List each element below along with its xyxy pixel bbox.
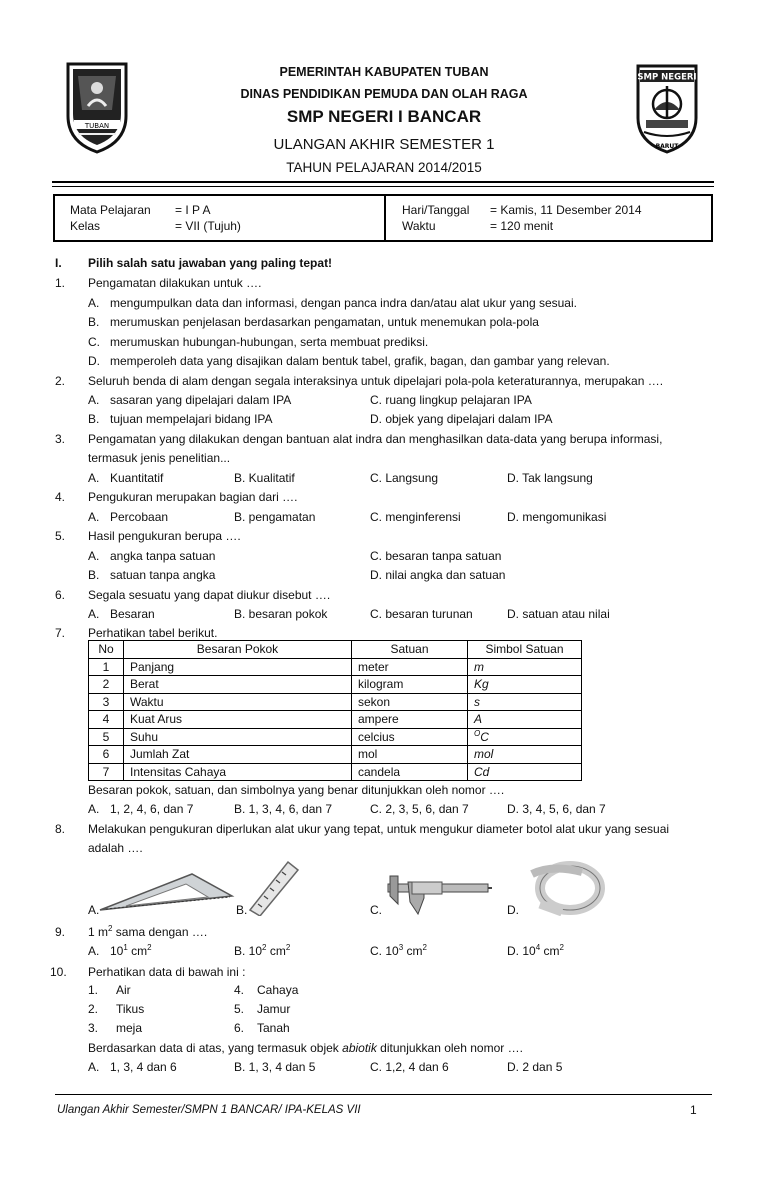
list-item: Air xyxy=(116,983,131,997)
symbol-text: C xyxy=(480,729,489,744)
question-number: 1. xyxy=(55,276,66,290)
question-number: 3. xyxy=(55,432,66,446)
table-cell: mol xyxy=(468,746,582,764)
table-cell: Intensitas Cahaya xyxy=(124,763,352,781)
option-text: angka tanpa satuan xyxy=(110,549,216,563)
option-text: D. nilai angka dan satuan xyxy=(370,568,506,582)
option-text: C. besaran turunan xyxy=(370,607,473,621)
option-letter: B. xyxy=(88,412,100,426)
question-text: adalah …. xyxy=(88,841,143,855)
table-cell: Cd xyxy=(468,763,582,781)
subject-label: Mata Pelajaran xyxy=(70,203,151,217)
option-text: D. satuan atau nilai xyxy=(507,607,610,621)
option-letter: D. xyxy=(88,354,100,368)
option-text: C. 2, 3, 5, 6, dan 7 xyxy=(370,802,469,816)
question-text: Perhatikan data di bawah ini : xyxy=(88,965,246,979)
option-text: tujuan mempelajari bidang IPA xyxy=(110,412,273,426)
table-cell: Jumlah Zat xyxy=(124,746,352,764)
question-number: 10. xyxy=(50,965,67,979)
base-quantities-table xyxy=(88,640,582,781)
table-cell: 1 xyxy=(89,658,124,676)
table-cell: meter xyxy=(352,658,468,676)
option-text: D. Tak langsung xyxy=(507,471,593,485)
table-cell: Waktu xyxy=(124,693,352,711)
option-text: satuan tanpa angka xyxy=(110,568,216,582)
table-cell: kilogram xyxy=(352,676,468,694)
table-cell: Kuat Arus xyxy=(124,711,352,729)
header-divider-thin xyxy=(52,186,714,187)
measuring-tape-icon xyxy=(522,856,614,916)
question-number: 7. xyxy=(55,626,66,640)
question-text: Pengamatan dilakukan untuk …. xyxy=(88,276,262,290)
table-cell: 3 xyxy=(89,693,124,711)
option-text: D. mengomunikasi xyxy=(507,510,607,524)
list-item: Jamur xyxy=(257,1002,291,1016)
date-value: = Kamis, 11 Desember 2014 xyxy=(490,203,642,217)
option-letter: D. xyxy=(507,903,519,917)
table-cell: ampere xyxy=(352,711,468,729)
option-text: Besaran xyxy=(110,607,155,621)
school-name: SMP NEGERI I BANCAR xyxy=(286,107,482,126)
header-department: DINAS PENDIDIKAN PEMUDA DAN OLAH RAGA xyxy=(240,87,528,101)
option-text: C. Langsung xyxy=(370,471,439,485)
question-text: Seluruh benda di alam dengan segala interaksinya untuk dipelajari pola-pola keteraturannya, merupakan …. xyxy=(88,374,664,388)
question-text: Segala sesuatu yang dapat diukur disebut …. xyxy=(88,588,331,602)
set-square-icon xyxy=(96,872,236,916)
table-cell: 5 xyxy=(89,728,124,746)
subject-value: = I P A xyxy=(175,203,211,217)
class-label: Kelas xyxy=(70,219,101,233)
table-row xyxy=(89,728,582,746)
table-header-cell: Simbol Satuan xyxy=(468,641,582,659)
option-letter: A. xyxy=(88,903,100,917)
option-text: 1, 3, 4 dan 6 xyxy=(110,1060,177,1074)
page-number: 1 xyxy=(690,1103,697,1117)
footer-text: Ulangan Akhir Semester/SMPN 1 BANCAR/ IPA-KELAS VII xyxy=(57,1104,361,1116)
question-text: 1 $m^2$ sama dengan …. xyxy=(88,924,208,939)
table-cell: s xyxy=(468,693,582,711)
option-text: B. 1, 3, 4, 6, dan 7 xyxy=(234,802,333,816)
table-header-cell: Besaran Pokok xyxy=(124,641,352,659)
list-number: 2. xyxy=(88,1002,99,1016)
section-number: I. xyxy=(55,256,62,270)
table-cell: Kg xyxy=(468,676,582,694)
option-letter: A. xyxy=(88,607,100,621)
header-divider xyxy=(52,181,714,183)
header-government: PEMERINTAH KABUPATEN TUBAN xyxy=(279,65,489,79)
option-letter: A. xyxy=(88,944,100,958)
option-text: C. menginferensi xyxy=(370,510,461,524)
option-letter: A. xyxy=(88,471,100,485)
option-letter: A. xyxy=(88,1060,100,1074)
table-header-row xyxy=(89,641,582,659)
table-cell: sekon xyxy=(352,693,468,711)
option-letter: B. xyxy=(88,315,100,329)
question-number: 6. xyxy=(55,588,66,602)
option-letter: A. xyxy=(88,802,100,816)
table-cell: mol xyxy=(352,746,468,764)
option-text: C. ruang lingkup pelajaran IPA xyxy=(370,393,532,407)
question-text: termasuk jenis penelitian... xyxy=(88,451,231,465)
question-text: Berdasarkan data di atas, yang termasuk objek abiotik ditunjukkan oleh nomor …. xyxy=(88,1041,523,1055)
list-number: 3. xyxy=(88,1021,99,1035)
list-item: meja xyxy=(116,1021,143,1035)
list-item: Tikus xyxy=(116,1002,145,1016)
table-cell: 7 xyxy=(89,763,124,781)
question-number: 2. xyxy=(55,374,66,388)
option-text: B. pengamatan xyxy=(234,510,316,524)
option-letter: A. xyxy=(88,296,100,310)
option-text: C. $10^3$ $cm^2$ xyxy=(370,943,427,958)
section-title: Pilih salah satu jawaban yang paling tepat! xyxy=(88,256,333,270)
option-letter: B. xyxy=(236,903,248,917)
list-number: 4. xyxy=(234,983,245,997)
date-label: Hari/Tanggal xyxy=(402,203,470,217)
exam-info-box xyxy=(53,194,713,242)
list-number: 6. xyxy=(234,1021,245,1035)
option-letter: C. xyxy=(370,903,382,917)
table-cell: 6 xyxy=(89,746,124,764)
time-label: Waktu xyxy=(402,219,436,233)
option-text: B. $10^2$ $cm^2$ xyxy=(234,943,291,958)
option-text: merumuskan hubungan-hubungan, serta membuat prediksi. xyxy=(110,335,429,349)
vernier-caliper-icon xyxy=(384,874,494,916)
question-text: Pengamatan yang dilakukan dengan bantuan alat indra dan menghasilkan data-data yang berupa informasi, xyxy=(88,432,663,446)
option-letter: C. xyxy=(88,335,100,349)
class-value: = VII (Tujuh) xyxy=(175,219,241,233)
question-number: 8. xyxy=(55,822,66,836)
table-row xyxy=(89,658,582,676)
option-text: D. 2 dan 5 xyxy=(507,1060,563,1074)
option-text: sasaran yang dipelajari dalam IPA xyxy=(110,393,292,407)
option-letter: A. xyxy=(88,510,100,524)
option-text: B. besaran pokok xyxy=(234,607,328,621)
table-cell: Berat xyxy=(124,676,352,694)
academic-year: TAHUN PELAJARAN 2014/2015 xyxy=(286,160,482,175)
option-text: Percobaan xyxy=(110,510,169,524)
table-cell: 4 xyxy=(89,711,124,729)
question-number: 4. xyxy=(55,490,66,504)
list-number: 5. xyxy=(234,1002,245,1016)
option-text: merumuskan penjelasan berdasarkan pengamatan, untuk menemukan pola-pola xyxy=(110,315,539,329)
option-text: C. besaran tanpa satuan xyxy=(370,549,502,563)
list-item: Tanah xyxy=(257,1021,290,1035)
option-text: memperoleh data yang disajikan dalam bentuk tabel, grafik, bagan, dan gambar yang relevan. xyxy=(110,354,610,368)
option-text: D. $10^4$ $cm^2$ xyxy=(507,943,564,958)
degree-superscript: O xyxy=(474,728,481,738)
option-text: $10^1$ $cm^2$ xyxy=(110,943,152,958)
question-text: Perhatikan tabel berikut. xyxy=(88,626,218,640)
question-text: Hasil pengukuran berupa …. xyxy=(88,529,241,543)
option-text: Kuantitatif xyxy=(110,471,164,485)
question-text: Pengukuran merupakan bagian dari …. xyxy=(88,490,298,504)
question-number: 9. xyxy=(55,925,66,939)
table-header-cell: Satuan xyxy=(352,641,468,659)
option-letter: A. xyxy=(88,549,100,563)
option-text: mengumpulkan data dan informasi, dengan panca indra dan/atau alat ukur yang sesuai. xyxy=(110,296,577,310)
table-row xyxy=(89,676,582,694)
exam-title: ULANGAN AKHIR SEMESTER 1 xyxy=(273,136,495,153)
option-text: B. 1, 3, 4 dan 5 xyxy=(234,1060,316,1074)
question-text: Besaran pokok, satuan, dan simbolnya yang benar ditunjukkan oleh nomor …. xyxy=(88,783,505,797)
table-cell: Panjang xyxy=(124,658,352,676)
svg-text:SMP NEGERI: SMP NEGERI xyxy=(637,72,697,83)
table-row xyxy=(89,763,582,781)
question-text: Melakukan pengukuran diperlukan alat ukur yang tepat, untuk mengukur diameter botol alat ukur yang sesuai xyxy=(88,822,670,836)
table-row xyxy=(89,711,582,729)
svg-text:BARUT: BARUT xyxy=(655,143,679,150)
svg-text:TUBAN: TUBAN xyxy=(84,122,110,130)
table-cell xyxy=(468,728,582,746)
option-text: D. objek yang dipelajari dalam IPA xyxy=(370,412,553,426)
table-cell: Suhu xyxy=(124,728,352,746)
table-row xyxy=(89,693,582,711)
table-cell: 2 xyxy=(89,676,124,694)
table-cell: m xyxy=(468,658,582,676)
option-text: B. Kualitatif xyxy=(234,471,295,485)
option-text: 1, 2, 4, 6, dan 7 xyxy=(110,802,194,816)
table-cell: candela xyxy=(352,763,468,781)
question-number: 5. xyxy=(55,529,66,543)
list-number: 1. xyxy=(88,983,99,997)
ruler-icon xyxy=(244,858,304,916)
footer-divider xyxy=(55,1094,712,1095)
option-text: D. 3, 4, 5, 6, dan 7 xyxy=(507,802,606,816)
table-cell: celcius xyxy=(352,728,468,746)
time-value: = 120 menit xyxy=(490,219,554,233)
option-letter: A. xyxy=(88,393,100,407)
table-row xyxy=(89,746,582,764)
table-header-cell: No xyxy=(89,641,124,659)
option-text: C. 1,2, 4 dan 6 xyxy=(370,1060,449,1074)
table-cell: A xyxy=(468,711,582,729)
info-box-divider xyxy=(384,194,386,242)
option-letter: B. xyxy=(88,568,100,582)
list-item: Cahaya xyxy=(257,983,299,997)
